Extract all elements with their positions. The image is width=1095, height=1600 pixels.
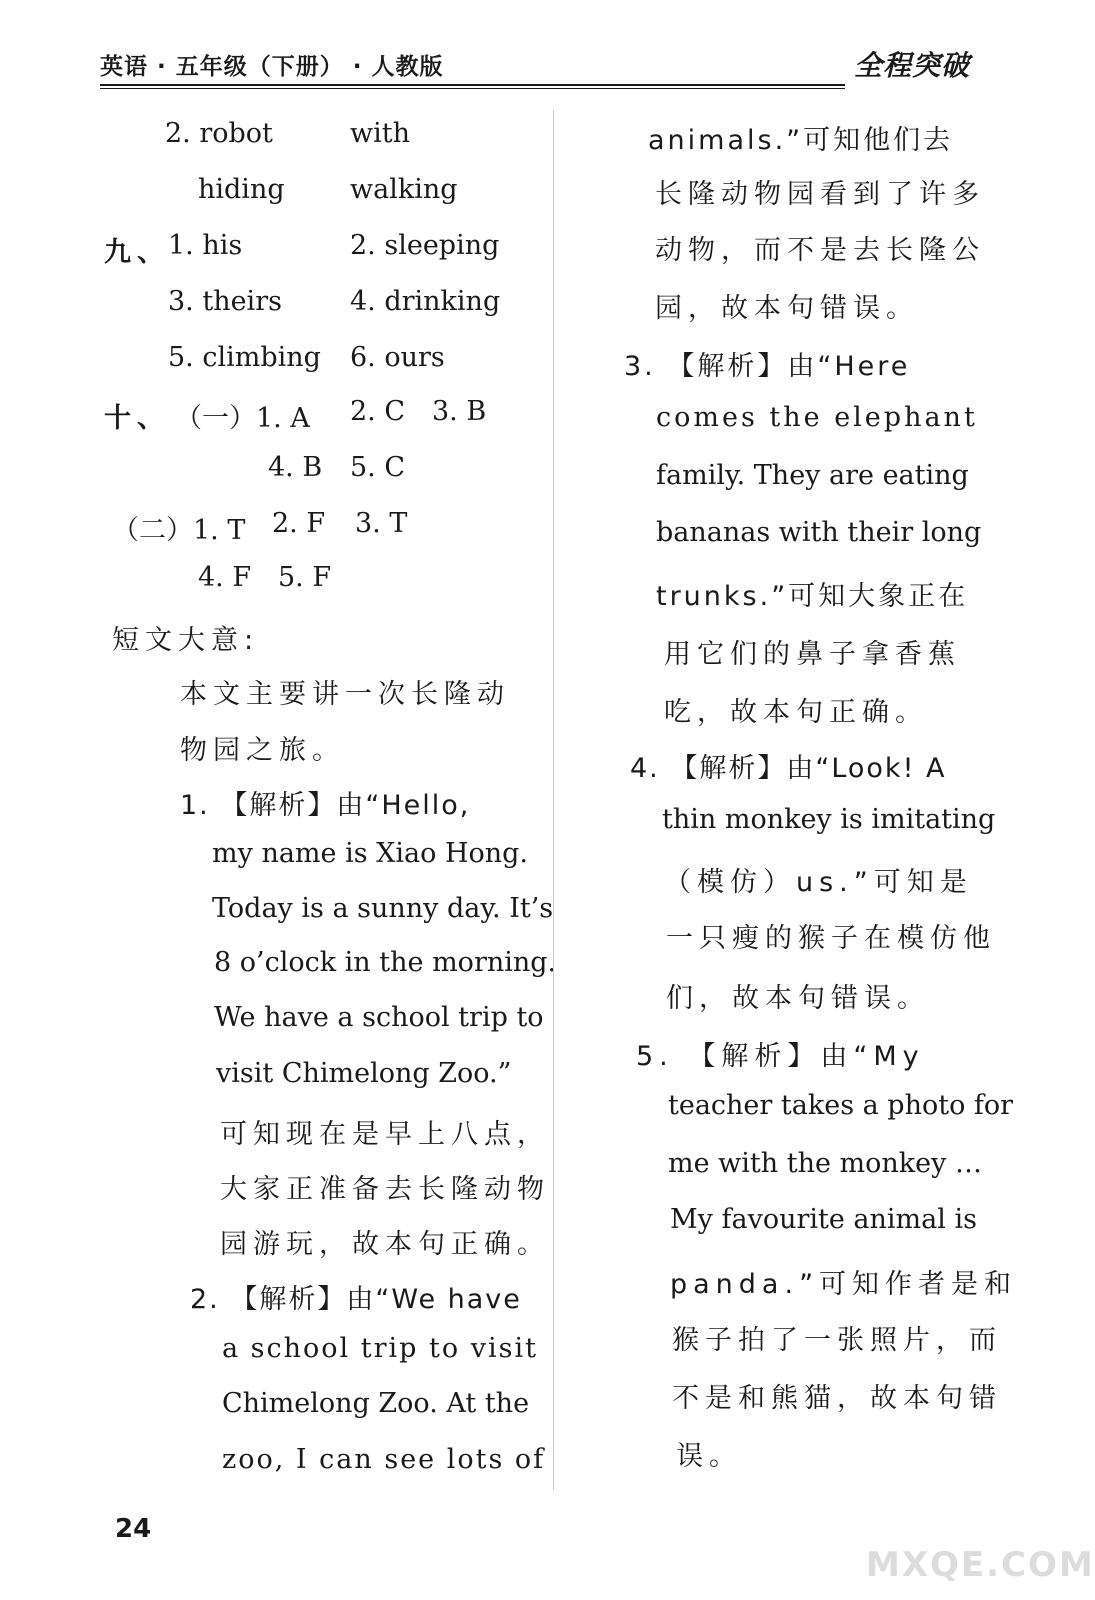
answer-item: 2. robot	[165, 118, 273, 149]
analysis-line: 用它们的鼻子拿香蕉	[664, 639, 961, 670]
answer-item: 2. sleeping	[350, 230, 500, 261]
header-rule	[100, 84, 845, 86]
header-title: 英语 · 五年级（下册） · 人教版	[100, 54, 444, 80]
answer-item: 1. his	[168, 230, 243, 261]
analysis-line: teacher takes a photo for	[668, 1090, 1014, 1121]
answer-item: （二）1. T	[112, 515, 246, 546]
analysis-line: trunks.”可知大象正在	[656, 581, 969, 612]
analysis-line: 5. 【解析】由“My	[636, 1041, 925, 1072]
page-number: 24	[115, 1514, 152, 1544]
analysis-line: comes the elephant	[656, 402, 978, 433]
analysis-line: 误。	[676, 1441, 742, 1472]
summary-text: 本文主要讲一次长隆动	[180, 679, 510, 710]
analysis-line: a school trip to visit	[222, 1333, 538, 1364]
analysis-line: 一只瘦的猴子在模仿他	[666, 923, 996, 954]
watermark-text: MXQE.COM	[866, 1545, 1095, 1585]
analysis-line: family. They are eating	[656, 460, 969, 491]
analysis-line: We have a school trip to	[214, 1002, 544, 1033]
analysis-line: thin monkey is imitating	[662, 804, 996, 835]
analysis-line: 8 o’clock in the morning.	[214, 947, 557, 978]
brand-logo: 全程突破	[853, 49, 970, 82]
answer-item: 5. F	[278, 562, 332, 593]
answer-item: 2. C	[350, 396, 406, 427]
answer-item: hiding	[198, 174, 285, 205]
answer-item: 6. ours	[350, 342, 445, 373]
analysis-line: Chimelong Zoo. At the	[222, 1388, 530, 1419]
analysis-line: 吃，故本句正确。	[664, 697, 928, 728]
analysis-line: my name is Xiao Hong.	[212, 838, 529, 869]
analysis-line: 可知现在是早上八点，	[220, 1119, 550, 1150]
answer-item: 3. theirs	[168, 286, 282, 317]
analysis-line: 2. 【解析】由“We have	[190, 1284, 522, 1315]
answer-item: 4. B	[268, 452, 323, 483]
answer-item: walking	[350, 174, 458, 205]
analysis-line: zoo, I can see lots of	[222, 1444, 546, 1475]
answer-item: 3. T	[355, 508, 408, 539]
answer-item: 5. climbing	[168, 342, 321, 373]
column-divider	[553, 110, 555, 1490]
watermark	[856, 1510, 1095, 1590]
summary-text: 物园之旅。	[180, 735, 345, 766]
analysis-line: 大家正准备去长隆动物	[220, 1174, 550, 1205]
analysis-line: 1. 【解析】由“Hello,	[180, 790, 471, 821]
analysis-line: visit Chimelong Zoo.”	[216, 1058, 512, 1089]
answer-item: 4. F	[198, 562, 252, 593]
analysis-line: Today is a sunny day. It’s	[212, 893, 554, 924]
answer-item: 3. B	[432, 396, 487, 427]
analysis-line: 园，故本句错误。	[655, 293, 919, 324]
analysis-line: 3. 【解析】由“Here	[624, 351, 911, 382]
analysis-line: 园游玩，故本句正确。	[220, 1229, 550, 1260]
answer-item: 5. C	[350, 452, 406, 483]
summary-label: 短文大意:	[112, 625, 260, 656]
section-number: 九、	[104, 237, 170, 268]
analysis-line: 们，故本句错误。	[666, 983, 930, 1014]
analysis-line: （模仿）us.”可知是	[664, 867, 973, 898]
analysis-line: My favourite animal is	[670, 1204, 977, 1235]
page-header	[100, 44, 980, 94]
analysis-line: 动物，而不是去长隆公	[655, 235, 985, 266]
analysis-line: me with the monkey …	[668, 1148, 982, 1179]
section-number: 十、	[104, 403, 170, 434]
analysis-line: 长隆动物园看到了许多	[655, 179, 985, 210]
answer-item: 2. F	[272, 508, 326, 539]
analysis-line: bananas with their long	[656, 517, 982, 548]
analysis-line: 不是和熊猫，故本句错	[672, 1383, 1002, 1414]
analysis-line: 4. 【解析】由“Look! A	[630, 753, 947, 784]
header-rule-thin	[100, 88, 845, 89]
analysis-line: animals.”可知他们去	[648, 125, 954, 156]
answer-item: （一）1. A	[175, 403, 310, 434]
answer-item: 4. drinking	[350, 286, 501, 317]
answer-item: with	[350, 118, 410, 149]
analysis-line: panda.”可知作者是和	[670, 1269, 1018, 1300]
analysis-line: 猴子拍了一张照片，而	[672, 1325, 1002, 1356]
